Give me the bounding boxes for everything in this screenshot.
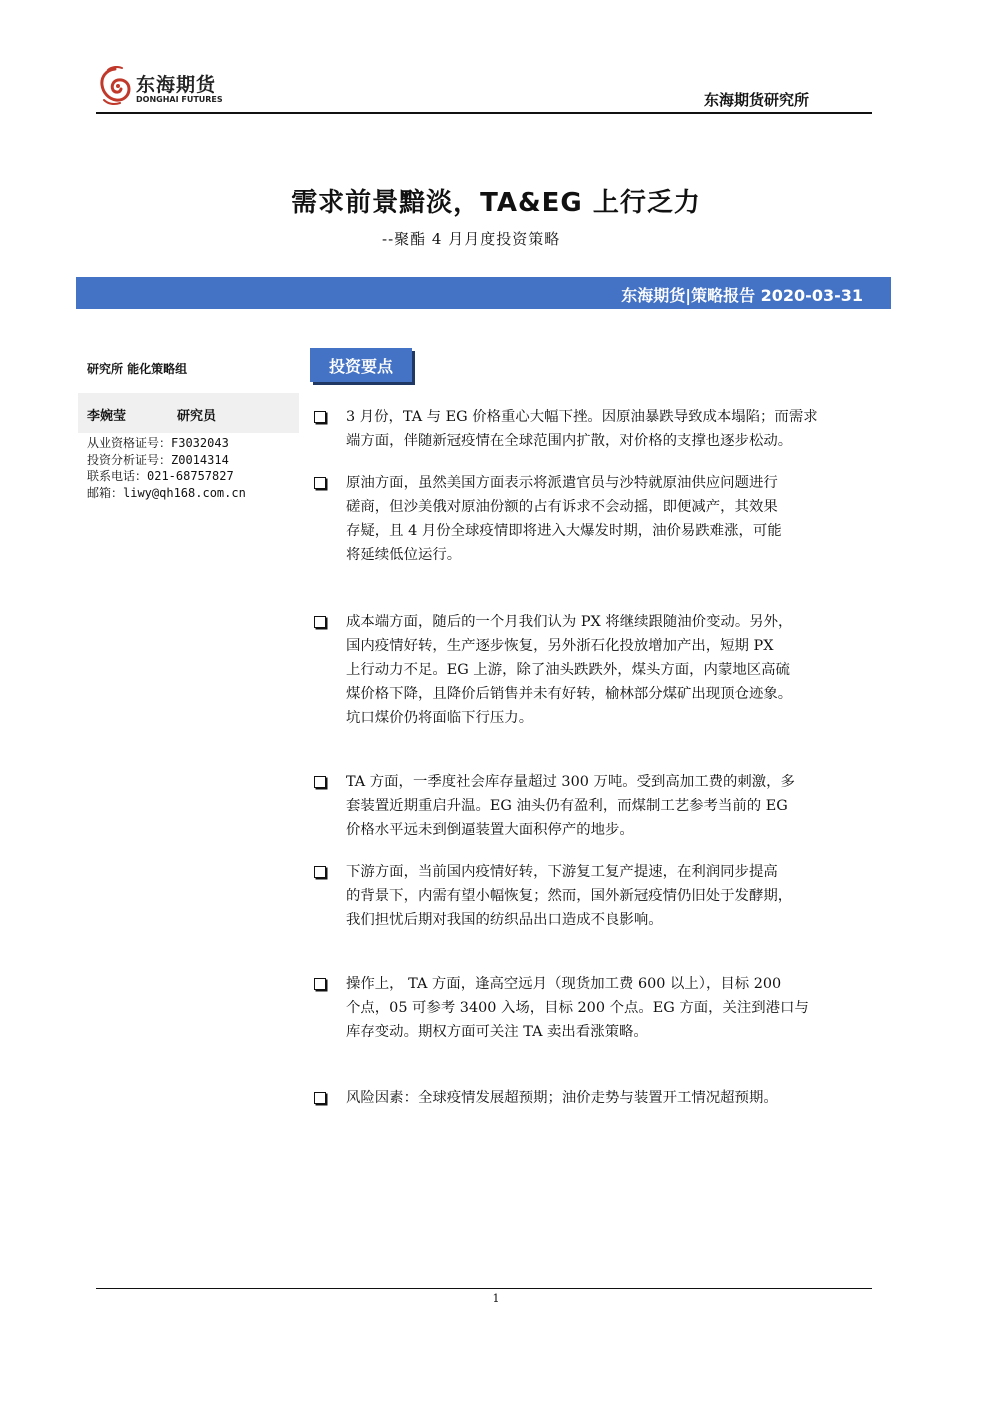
bullet-line: 上行动力不足。EG 上游，除了油头跌跌外，煤头方面，内蒙地区高硫: [346, 662, 790, 678]
banner-text: 东海期货|策略报告 2020-03-31: [621, 286, 863, 305]
checkbox-bullet-icon: [314, 477, 326, 489]
report-title: 需求前景黯淡，TA&EG 上行乏力: [291, 188, 701, 218]
bullet-line: 磋商，但沙美俄对原油份额的占有诉求不会动摇，即便减产，其效果: [346, 499, 778, 515]
report-subtitle: --聚酯 4 月月度投资策略: [382, 230, 561, 248]
bullet-line: 坑口煤价仍将面临下行压力。: [346, 710, 534, 726]
checkbox-bullet-icon: [314, 776, 326, 788]
report-banner: [76, 277, 891, 309]
header-divider: [96, 112, 872, 114]
institute-name: 东海期货研究所: [703, 91, 809, 109]
company-logo: [98, 66, 238, 110]
phone-number: 联系电话：021-68757827: [87, 469, 234, 483]
bullet-line: 下游方面，当前国内疫情好转，下游复工复产提速，在利润同步提高: [346, 864, 778, 880]
footer-divider: [96, 1288, 872, 1289]
analysis-certificate-number: 投资分析证号：Z0014314: [87, 452, 229, 467]
logo-chinese-text: 东海期货: [136, 74, 217, 96]
bullet-line: 价格水平远未到倒逼装置大面积停产的地步。: [346, 822, 634, 838]
bullet-line: TA 方面，一季度社会库存量超过 300 万吨。受到高加工费的刺激，多: [346, 774, 795, 790]
bullet-line: 原油方面，虽然美国方面表示将派遣官员与沙特就原油供应问题进行: [346, 475, 778, 491]
checkbox-bullet-icon: [314, 866, 326, 878]
department-label: 研究所 能化策略组: [87, 362, 188, 376]
bullet-line: 操作上， TA 方面，逢高空远月（现货加工费 600 以上），目标 200: [346, 976, 782, 992]
checkbox-bullet-icon: [314, 1092, 326, 1104]
key-points-label: 投资要点: [328, 357, 393, 376]
bullet-line: 库存变动。期权方面可关注 TA 卖出看涨策略。: [346, 1024, 648, 1040]
bullet-line: 端方面，伴随新冠疫情在全球范围内扩散，对价格的支撑也逐步松动。: [346, 433, 793, 449]
bullet-line: 将延续低位运行。: [346, 547, 462, 563]
bullet-line: 套装置近期重启升温。EG 油头仍有盈利，而煤制工艺参考当前的 EG: [346, 798, 788, 814]
bullet-line: 3 月份，TA 与 EG 价格重心大幅下挫。因原油暴跌导致成本塌陷；而需求: [346, 409, 818, 425]
bullet-line: 成本端方面，随后的一个月我们认为 PX 将继续跟随油价变动。另外，: [346, 614, 793, 630]
page-number: 1: [492, 1292, 500, 1305]
checkbox-bullet-icon: [314, 616, 326, 628]
analyst-role: 研究员: [177, 409, 217, 424]
bullet-line: 风险因素：全球疫情发展超预期；油价走势与装置开工情况超预期。: [346, 1090, 778, 1106]
bullet-line: 个点，05 可参考 3400 入场，目标 200 个点。EG 方面，关注到港口与: [346, 1000, 809, 1016]
analyst-box: [78, 393, 299, 433]
email-address[interactable]: 邮箱：liwy@qh168.com.cn: [87, 485, 246, 500]
bullet-line: 的背景下，内需有望小幅恢复；然而，国外新冠疫情仍旧处于发酵期，: [346, 888, 793, 904]
checkbox-bullet-icon: [314, 411, 326, 423]
checkbox-bullet-icon: [314, 978, 326, 990]
analyst-name: 李婉莹: [87, 409, 127, 424]
logo-english-text: DONGHAI FUTURES: [136, 95, 223, 104]
bullet-line: 我们担忧后期对我国的纺织品出口造成不良影响。: [346, 912, 663, 928]
bullet-line: 煤价格下降，且降价后销售并未有好转，榆林部分煤矿出现顶仓迹象。: [346, 686, 793, 702]
certificate-number: 从业资格证号：F3032043: [87, 436, 229, 450]
analyst-contacts: [87, 435, 246, 501]
key-points-tag: [310, 348, 412, 382]
bullet-line: 国内疫情好转，生产逐步恢复，另外浙石化投放增加产出，短期 PX: [346, 638, 774, 654]
bullet-line: 存疑，且 4 月份全球疫情即将进入大爆发时期，油价易跌难涨，可能: [346, 523, 782, 539]
dragon-logo-icon: [98, 66, 132, 106]
